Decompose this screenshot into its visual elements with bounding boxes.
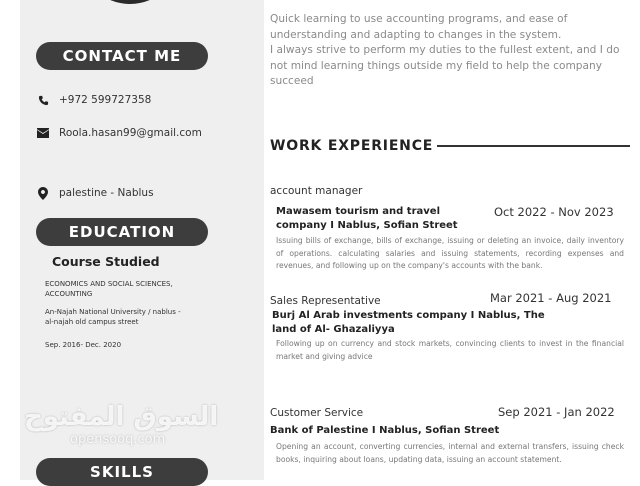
- contact-heading: CONTACT ME: [36, 42, 208, 70]
- contact-phone: [36, 93, 151, 107]
- job-description: Opening an account, converting currencies, internal and external transfers, issuing check books, inquiring about loans, updating data, issuing an account statement.: [276, 442, 624, 464]
- contact-location: [36, 186, 154, 200]
- profile-photo: [80, 0, 180, 4]
- watermark-arabic: السوق المفتوح: [24, 402, 219, 432]
- job-company-line-1: Burj Al Arab investments company I Nablus, The: [272, 310, 545, 321]
- job-company-line-2: land of Al- Ghazaliyya: [272, 324, 395, 335]
- education-heading: EDUCATION: [36, 218, 208, 246]
- job-date: Sep 2021 - Jan 2022: [498, 405, 615, 419]
- job-company-line-1: Bank of Palestine I Nablus, Sofian Street: [270, 425, 500, 436]
- about-section: [270, 12, 624, 90]
- envelope-icon: [36, 126, 50, 140]
- email-address[interactable]: Roola.hasan99@gmail.com: [59, 127, 202, 139]
- university-line-2: al-najah old campus street: [45, 318, 139, 326]
- course-name-line-2: ACCOUNTING: [45, 290, 93, 298]
- job-title: Sales Representative: [270, 295, 381, 307]
- job-title: account manager: [270, 185, 363, 197]
- contact-email: [36, 126, 202, 140]
- job-title: Customer Service: [270, 407, 364, 419]
- heading-divider: [437, 145, 630, 147]
- job-description: Following up on currency and stock markets, convincing clients to invest in the financial market and giving advice: [276, 339, 624, 361]
- university-line-1: An-Najah National University / nablus -: [45, 308, 181, 316]
- location-pin-icon: [36, 186, 50, 200]
- study-period: Sep. 2016- Dec. 2020: [45, 341, 122, 349]
- course-name-line-1: ECONOMICS AND SOCIAL SCIENCES,: [45, 280, 173, 288]
- location-text: palestine - Nablus: [59, 187, 154, 199]
- job-date: Mar 2021 - Aug 2021: [490, 291, 612, 305]
- work-experience-heading: [270, 138, 630, 154]
- course-title: Course Studied: [52, 254, 160, 269]
- phone-number[interactable]: +972 599727358: [59, 94, 152, 106]
- about-line-2: I always strive to perform my duties to the fullest extent, and I do not mind learning things outside my field to help the company succeed: [270, 44, 620, 87]
- work-experience-title: WORK EXPERIENCE: [270, 138, 434, 154]
- job-company-line-2: company I Nablus, Sofian Street: [276, 220, 458, 231]
- job-description: Issuing bills of exchange, bills of exchange, issuing or deleting an invoice, daily inventory of operations. calculating salaries and issuing statements, recording expenses and revenues, and following up on the company's accounts with the bank.: [276, 236, 624, 270]
- job-company-line-1: Mawasem tourism and travel: [276, 206, 440, 217]
- watermark-logo: [24, 402, 218, 447]
- watermark-latin: opensooq.com: [70, 432, 166, 447]
- about-line-1: Quick learning to use accounting programs, and ease of understanding and adapting to changes in the system.: [270, 13, 568, 41]
- skills-heading: SKILLS: [36, 458, 208, 486]
- phone-icon: [36, 93, 50, 107]
- job-date: Oct 2022 - Nov 2023: [494, 205, 614, 219]
